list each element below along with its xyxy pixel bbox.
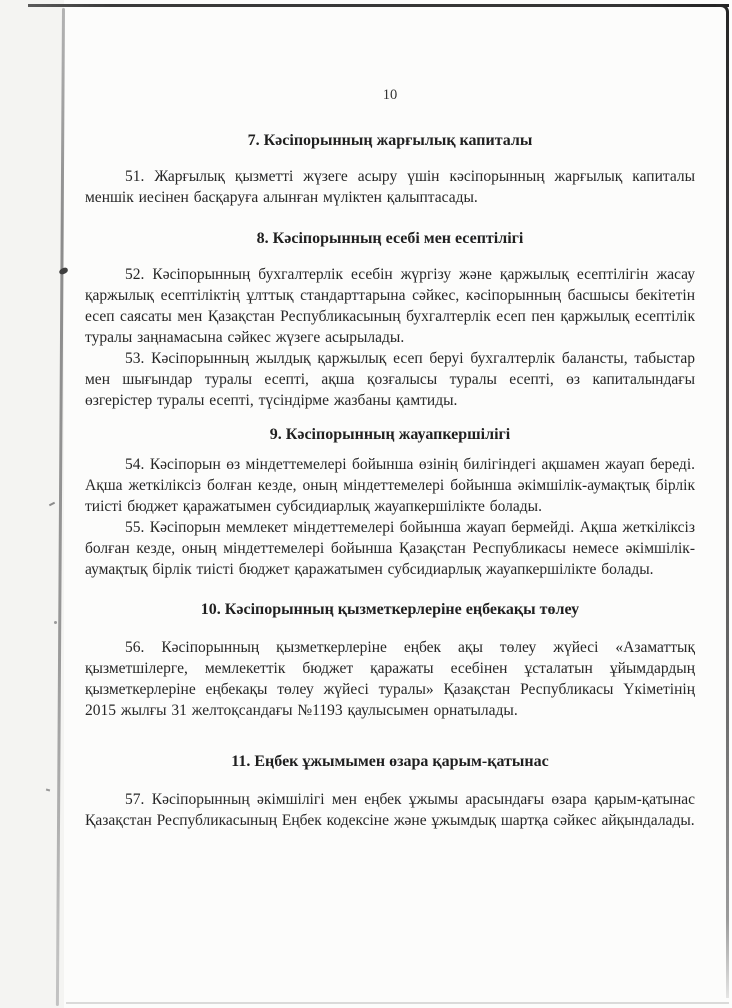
paragraph-56: 56. Кәсіпорынның қызметкерлеріне еңбек ақы төлеу жүйесі «Азаматтық қызметшілерге, мемлекеттік бюджет қаражаты есебінен ұсталатын ұйымдардың қызметкерлеріне еңбекақы төлеу жүйесі туралы» Қазақстан Республикасы Үкіметінің 2015 жылғы 31 желтоқсандағы №1193 қаулысымен орнатылады.: [85, 639, 695, 719]
scanner-background-strip: [0, 0, 64, 1008]
paragraph-53: 53. Кәсіпорынның жылдық қаржылық есеп беруі бухгалтерлік балансты, табыстар мен шығындар туралы есепті, ақша қозғалысы туралы есепті, өз капиталындағы өзгерістер туралы есепті, түсіндірме жазбаны қамтиды.: [85, 350, 695, 409]
paragraph-55: 55. Кәсіпорын мемлекет міндеттемелері бойынша жауап бермейді. Ақша жеткіліксіз болған кезде, оның міндеттемелері бойынша Қазақстан Республикасы немесе әкімшілік-аумақтық бірлік тиісті бюджет қаражатымен субсидиарлық жауапкершілікте болады.: [85, 519, 695, 578]
paragraph-54: 54. Кәсіпорын өз міндеттемелері бойынша өзінің билігіндегі ақшамен жауап береді. Ақша жеткіліксіз болған кезде, оның міндеттемелері бойынша әкімшілік-аумақтық бірлік тиісті бюджет қаражатымен субсидиарлық жауапкершілікте болады.: [85, 456, 695, 515]
section-heading: 8. Кәсіпорынның есебі мен есептілігі: [256, 230, 524, 247]
paragraph-52: 52. Кәсіпорынның бухгалтерлік есебін жүргізу және қаржылық есептілігін жасау қаржылық есептіліктің ұлттық стандарттарына сәйкес, кәсіпорынның басшысы бекітетін есеп саясаты мен Қазақстан Республикасының бухгалтерлік есеп пен қаржылық есептілік туралы заңнамасына сәйкес жүзеге асырылады.: [85, 266, 695, 346]
scan-speck: [54, 621, 57, 624]
section-10-employee-pay: [85, 599, 695, 721]
section-8-accounting-reporting: [85, 228, 695, 411]
section-heading: 9. Кәсіпорынның жауапкершілігі: [269, 426, 511, 443]
paragraph-57: 57. Кәсіпорынның әкімшілігі мен еңбек ұжымы арасындағы өзара қарым-қатынас Қазақстан Республикасының Еңбек кодексіне және ұжымдық шартқа сәйкес айқындалады.: [85, 791, 695, 829]
scan-frame-bottom-line: [66, 1002, 729, 1004]
document-body: [85, 0, 695, 831]
section-9-liability: [85, 424, 695, 580]
section-11-labor-collective-relations: [85, 751, 695, 831]
section-heading: 10. Кәсіпорынның қызметкерлеріне еңбекақы төлеу: [200, 601, 580, 618]
scan-frame-right-line: [726, 12, 729, 998]
paragraph-51: 51. Жарғылық қызметті жүзеге асыру үшін кәсіпорынның жарғылық капиталы меншік иесінен басқаруға алынған мүліктен қалыптасады.: [85, 168, 695, 206]
page-number: 10: [382, 87, 398, 103]
section-7-charter-capital: [85, 130, 695, 208]
section-heading: 11. Еңбек ұжымымен өзара қарым-қатынас: [231, 753, 549, 770]
section-heading: 7. Кәсіпорынның жарғылық капиталы: [247, 132, 533, 149]
